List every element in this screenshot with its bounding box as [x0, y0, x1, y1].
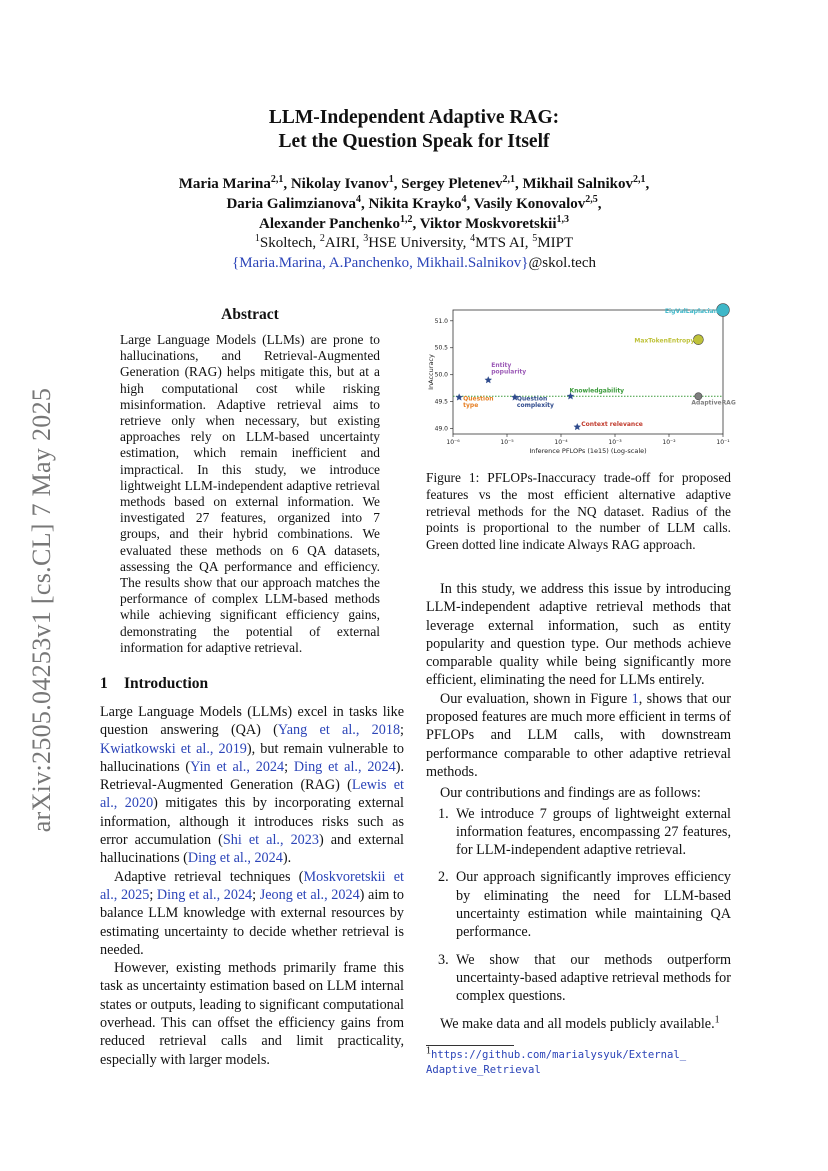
y-axis-label: InAccuracy — [427, 354, 435, 390]
y-tick-label: 50.0 — [434, 371, 448, 379]
right-paragraph-2: Our evaluation, shown in Figure 1, shows that our proposed features are much more efficient in terms of PFLOPs and LLM calls, with downstream performance comparable to other adaptive retrieval methods. — [426, 690, 731, 780]
y-tick-label: 50.5 — [434, 344, 448, 352]
footnote-marker: 1 — [714, 1013, 720, 1025]
author-name: Alexander Panchenko — [258, 216, 400, 232]
point-label: Knowledgability — [569, 387, 625, 395]
list-number: 1. — [438, 805, 449, 822]
section-heading-introduction — [100, 675, 208, 693]
contact-emails — [0, 253, 828, 273]
author-name: Nikita Krayko — [368, 196, 462, 212]
data-point-star — [456, 394, 463, 401]
affil-name: Skoltech, — [259, 235, 320, 251]
citation-link[interactable]: Ding et al., 2024 — [187, 850, 283, 867]
author-name: Daria Galimzianova — [226, 196, 357, 212]
footnote-rule — [426, 1045, 514, 1046]
point-label: Entity popularity — [491, 362, 527, 376]
email-domain: @skol.tech — [528, 255, 596, 271]
section-number: 1 — [100, 675, 108, 692]
right-paragraph-3: Our contributions and findings are as follows: — [440, 785, 701, 802]
left-column-body — [100, 703, 404, 1069]
author-affil-sup: 2,1 — [270, 174, 284, 185]
point-label: AdaptiveRAG — [691, 399, 736, 407]
x-tick-label: 10⁻⁶ — [446, 439, 460, 446]
section-title: Introduction — [124, 675, 209, 692]
affil-sup: 3 — [363, 233, 369, 244]
author-list: Maria Marina$^{2,1}$, Nikolay Ivanov$^1$, Sergey Pletenev$^{2,1}$, Mikhail Salnikov$^{2,1}$, Daria Galimzianova$^4$, Nikita Krayko$^4$, Vasily Konovalov$^{2,5}$, Alexander Panchenko$^{1,2}$, Viktor Moskvoretskii$^{1,3}$ — [178, 174, 650, 232]
list-number: 3. — [438, 951, 449, 968]
author-name: Vasily Konovalov — [473, 196, 586, 212]
author-affil-sup: 2,1 — [502, 174, 515, 185]
y-tick-label: 49.5 — [434, 398, 448, 406]
list-number: 2. — [438, 869, 449, 886]
affiliations — [0, 233, 828, 253]
scatter-plot — [425, 306, 736, 456]
author-affil-sup: 2,5 — [585, 194, 598, 205]
list-item — [426, 868, 731, 941]
author-name: Maria Marina — [178, 176, 271, 192]
figure-ref-link[interactable]: 1 — [631, 690, 639, 707]
y-tick-label: 49.0 — [434, 425, 448, 433]
x-tick-label: 10⁻² — [662, 439, 676, 446]
intro-paragraph-3: However, existing methods primarily frame this task as uncertainty estimation based on LLM internal states or outputs, leading to significant computational overhead. This can offset the efficiency gains from reduced retrieval calls and limit practicality, especially with larger models. — [100, 960, 404, 1068]
list-item — [426, 951, 731, 1006]
affil-name: MIPT — [537, 235, 574, 251]
x-tick-label: 10⁻³ — [608, 439, 622, 446]
point-label: Question type — [463, 395, 494, 409]
data-point — [693, 335, 703, 345]
data-point-star — [485, 376, 492, 383]
citation-link[interactable]: Yin et al., 2024 — [190, 758, 285, 775]
title-line-2: Let the Question Speak for Itself — [278, 131, 550, 152]
author-affil-sup: 1,2 — [399, 214, 413, 225]
citation-link[interactable]: Ding et al., 2024 — [293, 758, 396, 775]
affil-sup: 5 — [532, 233, 538, 244]
email-names-link[interactable]: {Maria.Marina, A.Panchenko, Mikhail.Salnikov} — [232, 255, 529, 271]
author-affil-sup: 2,1 — [632, 174, 646, 185]
list-text: We show that our methods outperform uncertainty-based adaptive retrieval methods for complex questions. — [456, 951, 731, 1005]
footnote-number: 1 — [426, 1045, 431, 1057]
point-label: MaxTokenEntropy — [634, 337, 695, 345]
y-tick-label: 51.0 — [434, 317, 448, 325]
intro-paragraph-2: Adaptive retrieval techniques (Moskvoretskii et al., 2025; Ding et al., 2024; Jeong et al., 2024) aim to balance LLM knowledge with external resources by estimating uncertainty to decide whether retrieval is needed. — [100, 868, 404, 958]
author-name: Sergey Pletenev — [401, 176, 503, 192]
x-tick-label: 10⁻⁵ — [500, 439, 514, 446]
author-name: Mikhail Salnikov — [522, 176, 633, 192]
point-label: EigValLaplacian — [664, 308, 718, 315]
right-paragraph-1: In this study, we address this issue by introducing LLM-independent adaptive retrieval methods that leverage external information, such as entity popularity and question type. Our methods achieve comparable quality while being significantly more efficient, eliminating the need for LLMs entirely. — [426, 581, 731, 689]
author-name: Viktor Moskvoretskii — [419, 216, 557, 232]
citation-link[interactable]: Lewis et al., 2020 — [100, 777, 404, 812]
x-tick-label: 10⁻⁴ — [554, 439, 568, 446]
affil-sup: 2 — [319, 233, 325, 244]
abstract-heading: Abstract — [221, 306, 279, 323]
affil-name: HSE University, — [368, 235, 471, 251]
citation-link[interactable]: Ding et al., 2024 — [156, 886, 253, 903]
arxiv-identifier: arXiv:2505.04253v1 [cs.CL] 7 May 2025 — [27, 387, 56, 833]
citation-link[interactable]: Yang et al., 2018 — [277, 722, 401, 739]
author-affil-sup: 1,3 — [556, 214, 570, 225]
list-text: Our approach significantly improves efficiency by eliminating the need for LLM-based uncertainty estimation while maintaining QA performance. — [456, 869, 731, 941]
author-affil-sup: 4 — [461, 194, 467, 205]
intro-paragraph-1: Large Language Models (LLMs) excel in tasks like question answering (QA) (Yang et al., 2018; Kwiatkowski et al., 2019), but remain vulnerable to hallucinations (Yin et al., 2024; Ding et al., 2024). Retrieval-Augmented Generation (RAG) (Lewis et al., 2020) mitigates this by incorporating external information, although it introduces risks such as error accumulation (Shi et al., 2023) and external hallucinations (Ding et al., 2024). — [100, 704, 404, 867]
citation-link[interactable]: Moskvoretskii et al., 2025 — [100, 868, 404, 903]
figure-1-chart — [425, 306, 736, 456]
title-line-1: LLM-Independent Adaptive RAG: — [268, 107, 560, 128]
footnote — [426, 1045, 731, 1078]
right-column-body — [426, 580, 731, 1033]
x-tick-label: 10⁻¹ — [716, 439, 730, 446]
arxiv-sidebar — [22, 360, 62, 860]
point-label: Context relevance — [581, 420, 643, 428]
affil-name: AIRI, — [324, 235, 364, 251]
data-point — [717, 304, 730, 317]
citation-link[interactable]: Jeong et al., 2024 — [259, 886, 360, 903]
right-paragraph-4: We make data and all models publicly available.$^1$ — [440, 1013, 720, 1032]
author-affil-sup: 4 — [356, 194, 362, 205]
citation-link[interactable]: Kwiatkowski et al., 2019 — [100, 740, 247, 757]
list-text: We introduce 7 groups of lightweight external information features, encompassing 27 features, for LLM-independent adaptive retrieval. — [456, 805, 731, 859]
data-point-star — [574, 423, 581, 430]
author-name: Nikolay Ivanov — [290, 176, 389, 192]
citation-link[interactable]: Shi et al., 2023 — [222, 832, 319, 849]
paper-title — [0, 106, 828, 154]
affil-sup: 1 — [254, 233, 260, 244]
list-item — [426, 805, 731, 860]
figure-1-caption: Figure 1: PFLOPs-Inaccuracy trade-off for proposed features vs the most efficient alternative adaptive retrieval methods for the NQ dataset. Radius of the points is proportional to the number of LLM calls. Green dotted line indicate Always RAG approach. — [426, 470, 731, 553]
footnote-url-line-1[interactable]: https://github.com/marialysyuk/External_ — [431, 1049, 687, 1061]
contributions-list — [426, 805, 731, 1006]
footnote-url-line-2[interactable]: Adaptive_Retrieval — [426, 1064, 541, 1076]
abstract-text: Large Language Models (LLMs) are prone to hallucinations, and Retrieval-Augmented Generation (RAG) helps mitigate this, but at a high computational cost while risking misinformation. Adaptive retrieval aims to retrieve only when necessary, but existing approaches rely on LLM-based uncertainty estimation, which remain inefficient and impractical. In this study, we introduce lightweight LLM-independent adaptive retrieval methods based on external information. We investigated 27 features, organized into 7 groups, and their hybrid combinations. We evaluated these methods on 6 QA datasets, assessing the QA performance and efficiency. The results show that our approach matches the performance of complex LLM-based methods while achieving significant efficiency gains, demonstrating the potential of external information for adaptive retrieval. — [120, 332, 380, 655]
point-label: Question complexity — [516, 395, 554, 409]
affil-sup: 4 — [470, 233, 476, 244]
x-axis-label: Inference PFLOPs (1e15) (Log-scale) — [529, 447, 647, 455]
affil-name: MTS AI, — [475, 235, 533, 251]
author-affil-sup: 1 — [388, 174, 394, 185]
